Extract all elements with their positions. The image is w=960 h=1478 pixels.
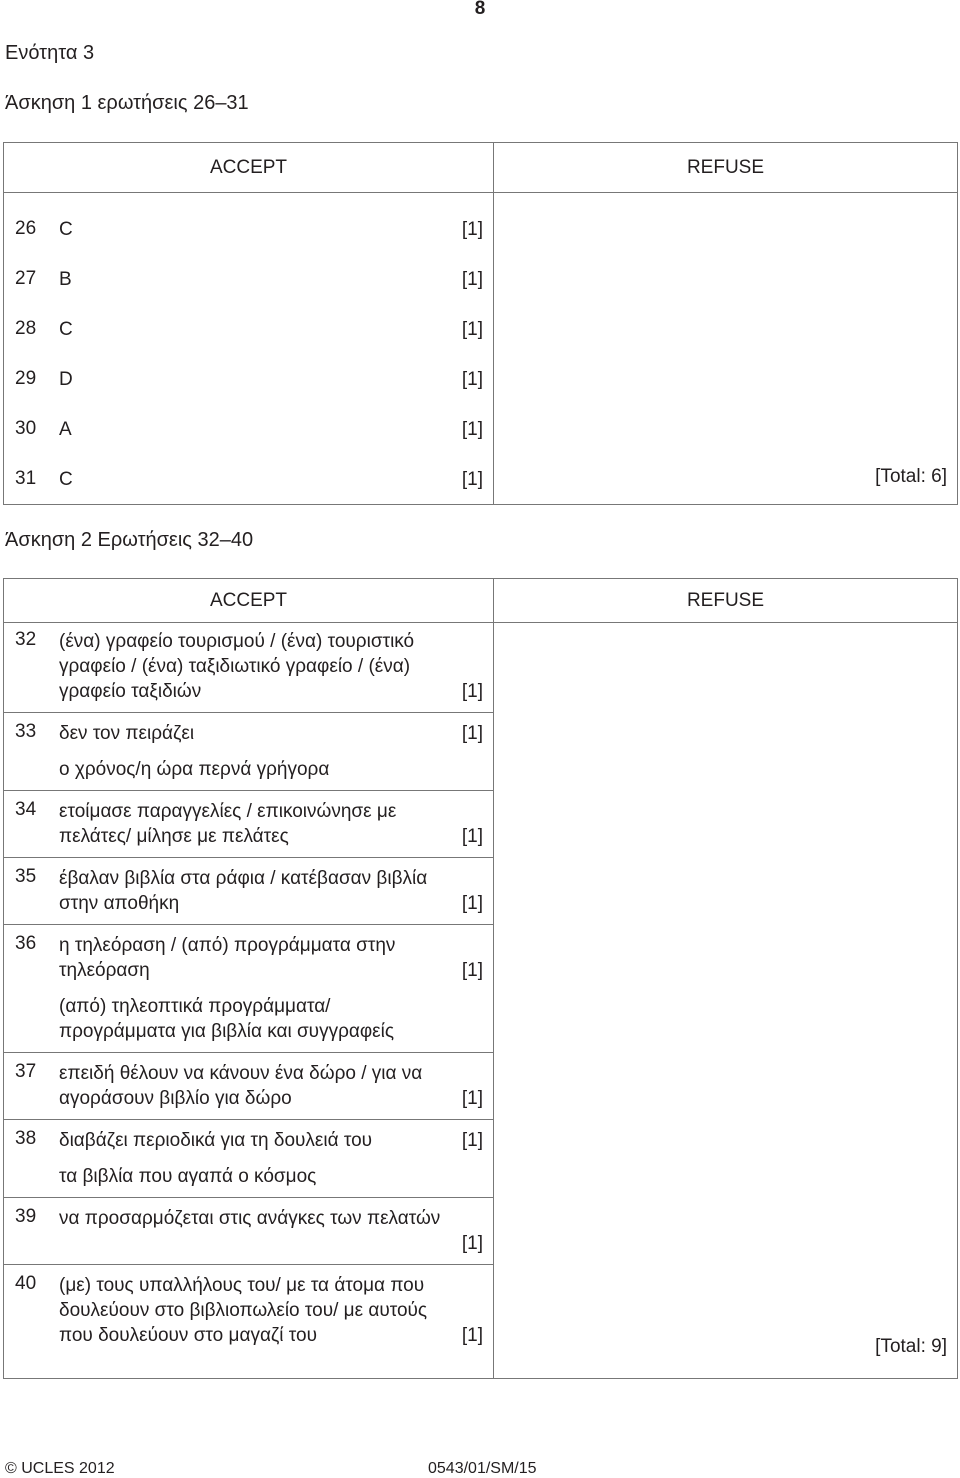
question-number: 40 [15,1273,37,1294]
answer-row [4,304,493,354]
question-number: 26 [15,218,37,239]
q36-cell [4,925,494,1053]
answer-text: να προσαρμόζεται στις ανάγκες των πελατών [59,1208,441,1229]
answer-text: έβαλαν βιβλία στα ράφια / κατέβασαν βιβλία στην αποθήκη [59,868,428,914]
alternative-answer: ο χρόνος/η ώρα περνά γρήγορα [59,759,330,780]
footer-copyright: © UCLES 2012 [5,1460,115,1477]
answer-row [4,204,493,254]
question-number: 27 [15,268,37,289]
mark: [1] [461,1088,483,1109]
question-number: 36 [15,933,37,954]
alternative-answer: (από) τηλεοπτικά προγράμματα/ προγράμματα για βιβλία και συγγραφείς [59,996,395,1042]
q40-cell [4,1265,494,1379]
answer-text: διαβάζει περιοδικά για τη δουλειά του [59,1130,373,1151]
q39-cell [4,1198,494,1265]
exercise1-refuse-cell [494,193,958,505]
total: [Total: 6] [875,466,947,487]
answer-text: A [59,418,72,440]
exercise2-title: Άσκηση 2 Ερωτήσεις 32–40 [5,529,254,551]
question-number: 34 [15,799,37,820]
answer-text: η τηλεόραση / (από) προγράμματα στην τηλεόραση [59,935,396,981]
answer-row [4,404,493,454]
exercise1-title: Άσκηση 1 ερωτήσεις 26–31 [5,92,249,114]
exercise2-refuse-cell [494,623,958,1379]
exercise1-answers [4,193,494,505]
answer-text: C [59,468,73,490]
question-number: 32 [15,629,37,650]
mark: [1] [461,218,483,240]
total: [Total: 9] [875,1336,947,1357]
accept-header: ACCEPT [4,579,494,623]
answer-row [4,254,493,304]
answer-text: C [59,218,73,240]
mark: [1] [461,1325,483,1346]
mark: [1] [461,960,483,981]
question-number: 35 [15,866,37,887]
question-number: 30 [15,418,37,439]
exercise1-table [3,142,958,505]
mark: [1] [461,418,483,440]
question-number: 33 [15,721,37,742]
answer-text: D [59,368,73,390]
mark: [1] [461,268,483,290]
question-number: 29 [15,368,37,389]
answer-text: (με) τους υπαλλήλους του/ με τα άτομα που δουλεύουν στο βιβλιοπωλείο του/ με αυτούς που δουλεύουν στο μαγαζί του [59,1275,428,1346]
mark: [1] [461,1130,483,1151]
answer-row [4,354,493,404]
q32-cell [4,623,494,713]
answer-text: ετοίμασε παραγγελίες / επικοινώνησε με πελάτες/ μίλησε με πελάτες [59,801,397,847]
q33-cell [4,713,494,791]
answer-text: επειδή θέλουν να κάνουν ένα δώρο / για να αγοράσουν βιβλίο για δώρο [59,1063,423,1109]
section-title: Ενότητα 3 [5,42,95,64]
exercise2-table [3,578,958,1379]
answer-text: δεν τον πειράζει [59,723,195,744]
question-number: 39 [15,1206,37,1227]
q34-cell [4,791,494,858]
answer-row [4,454,493,504]
q38-cell [4,1120,494,1198]
refuse-header: REFUSE [494,143,958,193]
q35-cell [4,858,494,925]
accept-header: ACCEPT [4,143,494,193]
mark: [1] [461,318,483,340]
alternative-answer: τα βιβλία που αγαπά ο κόσμος [59,1166,317,1187]
answer-text: (ένα) γραφείο τουρισμού / (ένα) τουριστικό γραφείο / (ένα) ταξιδιωτικό γραφείο / (ένα) γραφείο ταξιδιών [59,631,415,702]
mark: [1] [461,893,483,914]
mark: [1] [461,468,483,490]
question-number: 38 [15,1128,37,1149]
question-number: 31 [15,468,37,489]
footer-code: 0543/01/SM/15 [428,1460,537,1477]
mark: [1] [461,681,483,702]
mark: [1] [461,368,483,390]
answer-text: C [59,318,73,340]
answer-text: B [59,268,72,290]
question-number: 28 [15,318,37,339]
question-number: 37 [15,1061,37,1082]
mark: [1] [461,1233,483,1254]
q37-cell [4,1053,494,1120]
page-number: 8 [474,0,486,19]
mark: [1] [461,723,483,744]
mark: [1] [461,826,483,847]
refuse-header: REFUSE [494,579,958,623]
